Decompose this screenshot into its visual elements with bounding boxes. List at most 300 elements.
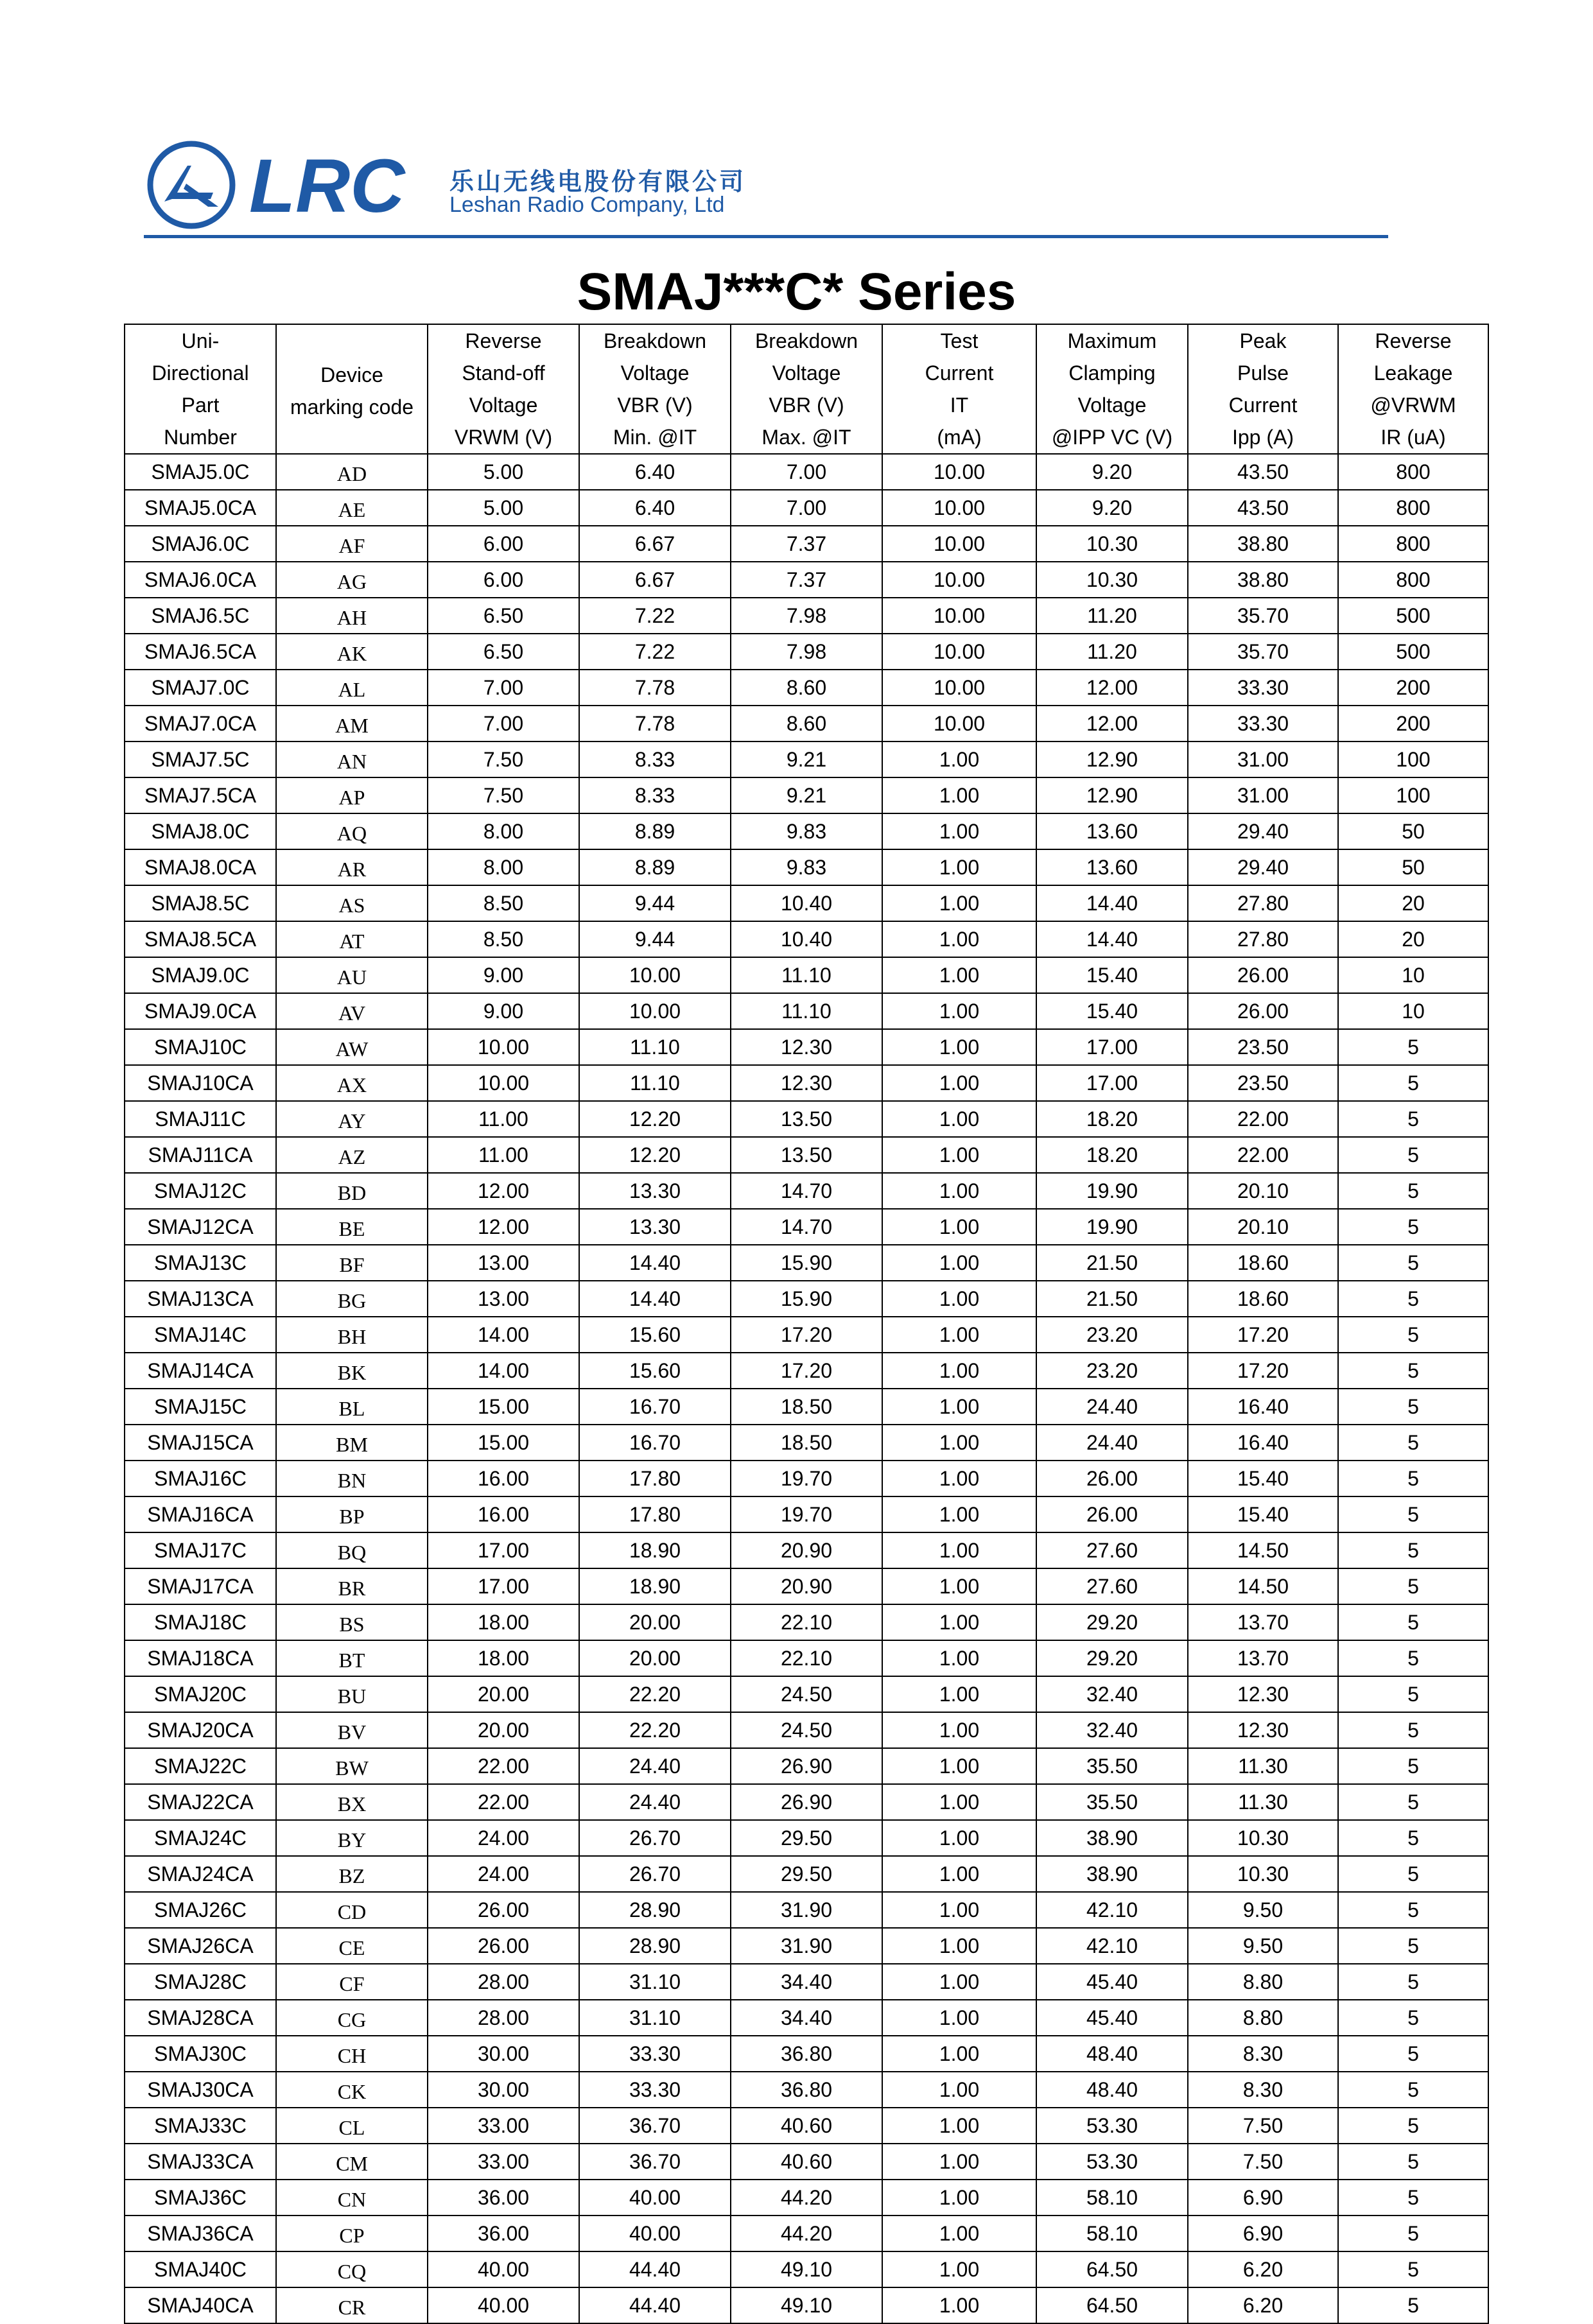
- cell-breakdown-max: 22.10: [731, 1604, 882, 1640]
- cell-marking-code: AW: [276, 1029, 428, 1065]
- cell-marking-code: AX: [276, 1065, 428, 1101]
- cell-reverse-leakage: 5: [1338, 1532, 1488, 1568]
- cell-clamping-voltage: 14.40: [1036, 921, 1188, 957]
- table-header-row: [125, 324, 1488, 454]
- cell-breakdown-max: 17.20: [731, 1353, 882, 1389]
- cell-standoff-voltage: 20.00: [428, 1712, 579, 1748]
- table-row: [125, 921, 1488, 957]
- cell-part-number: SMAJ13C: [125, 1245, 276, 1281]
- cell-breakdown-max: 9.21: [731, 777, 882, 813]
- cell-marking-code: AK: [276, 634, 428, 670]
- cell-reverse-leakage: 5: [1338, 1317, 1488, 1353]
- cell-standoff-voltage: 5.00: [428, 454, 579, 490]
- cell-part-number: SMAJ36C: [125, 2180, 276, 2216]
- col-header-part-number: [125, 324, 276, 454]
- cell-marking-code: AM: [276, 706, 428, 741]
- cell-test-current: 10.00: [882, 490, 1036, 526]
- cell-breakdown-max: 15.90: [731, 1245, 882, 1281]
- cell-clamping-voltage: 58.10: [1036, 2216, 1188, 2251]
- cell-marking-code: AZ: [276, 1137, 428, 1173]
- cell-test-current: 10.00: [882, 598, 1036, 634]
- cell-standoff-voltage: 9.00: [428, 957, 579, 993]
- cell-test-current: 1.00: [882, 1676, 1036, 1712]
- cell-clamping-voltage: 13.60: [1036, 849, 1188, 885]
- cell-breakdown-max: 7.98: [731, 634, 882, 670]
- cell-test-current: 1.00: [882, 2287, 1036, 2323]
- cell-part-number: SMAJ18CA: [125, 1640, 276, 1676]
- cell-test-current: 1.00: [882, 1245, 1036, 1281]
- cell-part-number: SMAJ16C: [125, 1461, 276, 1496]
- cell-standoff-voltage: 12.00: [428, 1209, 579, 1245]
- cell-breakdown-max: 20.90: [731, 1568, 882, 1604]
- cell-reverse-leakage: 5: [1338, 1281, 1488, 1317]
- cell-peak-pulse-current: 13.70: [1188, 1604, 1338, 1640]
- cell-standoff-voltage: 10.00: [428, 1065, 579, 1101]
- table-row: [125, 1317, 1488, 1353]
- cell-peak-pulse-current: 31.00: [1188, 777, 1338, 813]
- header-line: Breakdown: [754, 329, 858, 352]
- header-line: Max. @IT: [762, 426, 851, 449]
- cell-standoff-voltage: 15.00: [428, 1425, 579, 1461]
- cell-marking-code: BU: [276, 1676, 428, 1712]
- cell-reverse-leakage: 800: [1338, 562, 1488, 598]
- cell-breakdown-min: 36.70: [579, 2144, 731, 2180]
- cell-clamping-voltage: 53.30: [1036, 2108, 1188, 2144]
- cell-peak-pulse-current: 23.50: [1188, 1065, 1338, 1101]
- cell-breakdown-max: 24.50: [731, 1676, 882, 1712]
- cell-peak-pulse-current: 10.30: [1188, 1856, 1338, 1892]
- cell-breakdown-min: 6.40: [579, 454, 731, 490]
- cell-breakdown-min: 8.33: [579, 777, 731, 813]
- cell-breakdown-max: 10.40: [731, 921, 882, 957]
- cell-part-number: SMAJ7.5C: [125, 741, 276, 777]
- cell-breakdown-min: 28.90: [579, 1892, 731, 1928]
- cell-standoff-voltage: 36.00: [428, 2216, 579, 2251]
- cell-part-number: SMAJ18C: [125, 1604, 276, 1640]
- cell-reverse-leakage: 5: [1338, 1820, 1488, 1856]
- cell-test-current: 1.00: [882, 1209, 1036, 1245]
- cell-breakdown-min: 10.00: [579, 957, 731, 993]
- cell-peak-pulse-current: 43.50: [1188, 454, 1338, 490]
- cell-marking-code: AH: [276, 598, 428, 634]
- cell-clamping-voltage: 42.10: [1036, 1892, 1188, 1928]
- cell-part-number: SMAJ22CA: [125, 1784, 276, 1820]
- header-line: IR (uA): [1380, 426, 1446, 449]
- cell-standoff-voltage: 18.00: [428, 1604, 579, 1640]
- cell-breakdown-min: 14.40: [579, 1245, 731, 1281]
- logo-text: LRC: [249, 144, 405, 229]
- col-header-peak-pulse-current: [1188, 324, 1338, 454]
- cell-reverse-leakage: 5: [1338, 1245, 1488, 1281]
- cell-clamping-voltage: 38.90: [1036, 1820, 1188, 1856]
- cell-breakdown-max: 9.21: [731, 741, 882, 777]
- cell-peak-pulse-current: 26.00: [1188, 957, 1338, 993]
- table-row: [125, 1568, 1488, 1604]
- cell-breakdown-max: 29.50: [731, 1820, 882, 1856]
- cell-marking-code: BM: [276, 1425, 428, 1461]
- cell-test-current: 1.00: [882, 1748, 1036, 1784]
- cell-breakdown-min: 9.44: [579, 885, 731, 921]
- cell-breakdown-min: 31.10: [579, 1964, 731, 2000]
- cell-test-current: 10.00: [882, 526, 1036, 562]
- cell-breakdown-max: 10.40: [731, 885, 882, 921]
- cell-peak-pulse-current: 6.90: [1188, 2216, 1338, 2251]
- cell-clamping-voltage: 13.60: [1036, 813, 1188, 849]
- cell-standoff-voltage: 16.00: [428, 1461, 579, 1496]
- cell-peak-pulse-current: 33.30: [1188, 706, 1338, 741]
- cell-test-current: 1.00: [882, 1856, 1036, 1892]
- cell-reverse-leakage: 5: [1338, 1748, 1488, 1784]
- cell-peak-pulse-current: 13.70: [1188, 1640, 1338, 1676]
- header-line: Leakage: [1373, 361, 1453, 385]
- cell-standoff-voltage: 7.00: [428, 706, 579, 741]
- cell-marking-code: BV: [276, 1712, 428, 1748]
- cell-clamping-voltage: 27.60: [1036, 1532, 1188, 1568]
- cell-marking-code: CM: [276, 2144, 428, 2180]
- cell-part-number: SMAJ5.0C: [125, 454, 276, 490]
- cell-test-current: 1.00: [882, 1173, 1036, 1209]
- cell-reverse-leakage: 5: [1338, 2072, 1488, 2108]
- table-row: [125, 1209, 1488, 1245]
- cell-standoff-voltage: 20.00: [428, 1676, 579, 1712]
- cell-reverse-leakage: 800: [1338, 490, 1488, 526]
- cell-test-current: 1.00: [882, 2036, 1036, 2072]
- cell-standoff-voltage: 17.00: [428, 1532, 579, 1568]
- cell-standoff-voltage: 33.00: [428, 2144, 579, 2180]
- cell-reverse-leakage: 5: [1338, 1568, 1488, 1604]
- cell-breakdown-max: 18.50: [731, 1425, 882, 1461]
- cell-clamping-voltage: 21.50: [1036, 1281, 1188, 1317]
- cell-part-number: SMAJ33C: [125, 2108, 276, 2144]
- cell-breakdown-max: 7.98: [731, 598, 882, 634]
- cell-breakdown-min: 7.22: [579, 634, 731, 670]
- col-header-standoff-voltage: [428, 324, 579, 454]
- table-row: [125, 670, 1488, 706]
- header-line: Directional: [152, 361, 249, 385]
- cell-standoff-voltage: 13.00: [428, 1245, 579, 1281]
- cell-marking-code: AL: [276, 670, 428, 706]
- cell-clamping-voltage: 48.40: [1036, 2036, 1188, 2072]
- cell-peak-pulse-current: 15.40: [1188, 1496, 1338, 1532]
- cell-clamping-voltage: 15.40: [1036, 993, 1188, 1029]
- cell-part-number: SMAJ12C: [125, 1173, 276, 1209]
- cell-breakdown-max: 34.40: [731, 1964, 882, 2000]
- cell-peak-pulse-current: 22.00: [1188, 1101, 1338, 1137]
- cell-part-number: SMAJ17C: [125, 1532, 276, 1568]
- cell-reverse-leakage: 5: [1338, 1209, 1488, 1245]
- header-line: VBR (V): [617, 394, 693, 417]
- header-line: VBR (V): [769, 394, 844, 417]
- header-line: (mA): [937, 426, 982, 449]
- table-row: [125, 993, 1488, 1029]
- cell-standoff-voltage: 17.00: [428, 1568, 579, 1604]
- table-row: [125, 1101, 1488, 1137]
- cell-marking-code: AT: [276, 921, 428, 957]
- cell-clamping-voltage: 29.20: [1036, 1640, 1188, 1676]
- cell-standoff-voltage: 7.50: [428, 777, 579, 813]
- cell-reverse-leakage: 500: [1338, 634, 1488, 670]
- cell-breakdown-min: 44.40: [579, 2287, 731, 2323]
- cell-reverse-leakage: 5: [1338, 1461, 1488, 1496]
- cell-breakdown-min: 9.44: [579, 921, 731, 957]
- cell-breakdown-max: 34.40: [731, 2000, 882, 2036]
- cell-clamping-voltage: 24.40: [1036, 1389, 1188, 1425]
- cell-reverse-leakage: 200: [1338, 706, 1488, 741]
- header-line: Breakdown: [603, 329, 707, 352]
- lrc-logo-icon: [146, 140, 442, 230]
- header-line: Reverse: [465, 329, 542, 352]
- cell-test-current: 1.00: [882, 1820, 1036, 1856]
- page-title: SMAJ***C* Series: [577, 263, 1016, 321]
- cell-reverse-leakage: 5: [1338, 1137, 1488, 1173]
- cell-part-number: SMAJ6.5C: [125, 598, 276, 634]
- cell-standoff-voltage: 6.00: [428, 562, 579, 598]
- cell-breakdown-max: 14.70: [731, 1209, 882, 1245]
- cell-reverse-leakage: 5: [1338, 2144, 1488, 2180]
- table-row: [125, 1640, 1488, 1676]
- cell-breakdown-min: 7.78: [579, 670, 731, 706]
- table-row: [125, 1461, 1488, 1496]
- cell-part-number: SMAJ7.5CA: [125, 777, 276, 813]
- cell-clamping-voltage: 64.50: [1036, 2287, 1188, 2323]
- cell-peak-pulse-current: 7.50: [1188, 2108, 1338, 2144]
- cell-peak-pulse-current: 26.00: [1188, 993, 1338, 1029]
- cell-reverse-leakage: 5: [1338, 1425, 1488, 1461]
- table-row: [125, 1137, 1488, 1173]
- cell-breakdown-max: 7.00: [731, 454, 882, 490]
- cell-marking-code: BF: [276, 1245, 428, 1281]
- cell-standoff-voltage: 6.00: [428, 526, 579, 562]
- cell-peak-pulse-current: 31.00: [1188, 741, 1338, 777]
- cell-clamping-voltage: 19.90: [1036, 1209, 1188, 1245]
- cell-test-current: 1.00: [882, 1137, 1036, 1173]
- table-row: [125, 1065, 1488, 1101]
- cell-standoff-voltage: 6.50: [428, 634, 579, 670]
- table-row: [125, 1425, 1488, 1461]
- cell-peak-pulse-current: 6.20: [1188, 2287, 1338, 2323]
- cell-part-number: SMAJ14CA: [125, 1353, 276, 1389]
- cell-peak-pulse-current: 27.80: [1188, 921, 1338, 957]
- cell-test-current: 1.00: [882, 1101, 1036, 1137]
- cell-breakdown-max: 11.10: [731, 993, 882, 1029]
- cell-peak-pulse-current: 16.40: [1188, 1389, 1338, 1425]
- cell-peak-pulse-current: 11.30: [1188, 1748, 1338, 1784]
- cell-peak-pulse-current: 8.30: [1188, 2072, 1338, 2108]
- cell-clamping-voltage: 45.40: [1036, 2000, 1188, 2036]
- cell-test-current: 1.00: [882, 1928, 1036, 1964]
- cell-standoff-voltage: 10.00: [428, 1029, 579, 1065]
- cell-test-current: 1.00: [882, 1425, 1036, 1461]
- cell-reverse-leakage: 5: [1338, 2108, 1488, 2144]
- cell-breakdown-min: 28.90: [579, 1928, 731, 1964]
- table-row: [125, 1389, 1488, 1425]
- header-line: Voltage: [772, 361, 841, 385]
- cell-breakdown-max: 15.90: [731, 1281, 882, 1317]
- table-row: [125, 1856, 1488, 1892]
- cell-standoff-voltage: 22.00: [428, 1748, 579, 1784]
- cell-breakdown-max: 7.37: [731, 562, 882, 598]
- cell-test-current: 1.00: [882, 741, 1036, 777]
- cell-breakdown-max: 17.20: [731, 1317, 882, 1353]
- table-row: [125, 849, 1488, 885]
- col-header-breakdown-max: [731, 324, 882, 454]
- table-row: [125, 562, 1488, 598]
- cell-peak-pulse-current: 12.30: [1188, 1676, 1338, 1712]
- cell-part-number: SMAJ8.5C: [125, 885, 276, 921]
- cell-part-number: SMAJ8.5CA: [125, 921, 276, 957]
- cell-marking-code: CQ: [276, 2251, 428, 2287]
- cell-breakdown-min: 44.40: [579, 2251, 731, 2287]
- cell-part-number: SMAJ30CA: [125, 2072, 276, 2108]
- table-row: [125, 1820, 1488, 1856]
- cell-marking-code: BN: [276, 1461, 428, 1496]
- cell-test-current: 1.00: [882, 2180, 1036, 2216]
- cell-reverse-leakage: 5: [1338, 1101, 1488, 1137]
- cell-breakdown-min: 10.00: [579, 993, 731, 1029]
- cell-marking-code: BE: [276, 1209, 428, 1245]
- cell-standoff-voltage: 13.00: [428, 1281, 579, 1317]
- cell-breakdown-max: 44.20: [731, 2180, 882, 2216]
- cell-clamping-voltage: 32.40: [1036, 1676, 1188, 1712]
- cell-peak-pulse-current: 17.20: [1188, 1353, 1338, 1389]
- cell-breakdown-min: 22.20: [579, 1676, 731, 1712]
- cell-part-number: SMAJ33CA: [125, 2144, 276, 2180]
- col-header-test-current: [882, 324, 1036, 454]
- cell-standoff-voltage: 16.00: [428, 1496, 579, 1532]
- cell-breakdown-min: 12.20: [579, 1137, 731, 1173]
- cell-marking-code: CK: [276, 2072, 428, 2108]
- header-line: @VRWM: [1370, 394, 1456, 417]
- cell-part-number: SMAJ9.0C: [125, 957, 276, 993]
- cell-clamping-voltage: 27.60: [1036, 1568, 1188, 1604]
- cell-test-current: 1.00: [882, 849, 1036, 885]
- table-row: [125, 1784, 1488, 1820]
- col-header-marking-code: [276, 324, 428, 454]
- cell-breakdown-max: 8.60: [731, 670, 882, 706]
- table-row: [125, 1173, 1488, 1209]
- cell-breakdown-min: 11.10: [579, 1065, 731, 1101]
- cell-marking-code: BP: [276, 1496, 428, 1532]
- cell-breakdown-max: 13.50: [731, 1137, 882, 1173]
- cell-peak-pulse-current: 10.30: [1188, 1820, 1338, 1856]
- cell-standoff-voltage: 15.00: [428, 1389, 579, 1425]
- cell-breakdown-max: 12.30: [731, 1029, 882, 1065]
- cell-breakdown-min: 33.30: [579, 2072, 731, 2108]
- cell-peak-pulse-current: 8.80: [1188, 2000, 1338, 2036]
- cell-peak-pulse-current: 20.10: [1188, 1173, 1338, 1209]
- cell-peak-pulse-current: 6.20: [1188, 2251, 1338, 2287]
- cell-reverse-leakage: 5: [1338, 1353, 1488, 1389]
- table-row: [125, 1928, 1488, 1964]
- cell-breakdown-max: 20.90: [731, 1532, 882, 1568]
- cell-peak-pulse-current: 11.30: [1188, 1784, 1338, 1820]
- cell-breakdown-min: 17.80: [579, 1461, 731, 1496]
- header-line: Number: [164, 426, 237, 449]
- cell-clamping-voltage: 11.20: [1036, 598, 1188, 634]
- cell-marking-code: AG: [276, 562, 428, 598]
- cell-standoff-voltage: 28.00: [428, 1964, 579, 2000]
- header-line: marking code: [290, 395, 414, 419]
- cell-breakdown-max: 49.10: [731, 2287, 882, 2323]
- header-line: Maximum: [1067, 329, 1157, 352]
- cell-clamping-voltage: 64.50: [1036, 2251, 1188, 2287]
- cell-marking-code: BH: [276, 1317, 428, 1353]
- cell-part-number: SMAJ36CA: [125, 2216, 276, 2251]
- cell-test-current: 1.00: [882, 1353, 1036, 1389]
- table-row: [125, 1245, 1488, 1281]
- cell-test-current: 1.00: [882, 2144, 1036, 2180]
- cell-part-number: SMAJ6.5CA: [125, 634, 276, 670]
- cell-marking-code: CP: [276, 2216, 428, 2251]
- cell-reverse-leakage: 10: [1338, 993, 1488, 1029]
- cell-test-current: 1.00: [882, 1712, 1036, 1748]
- cell-standoff-voltage: 8.50: [428, 885, 579, 921]
- cell-reverse-leakage: 5: [1338, 1712, 1488, 1748]
- cell-marking-code: CE: [276, 1928, 428, 1964]
- cell-part-number: SMAJ11CA: [125, 1137, 276, 1173]
- cell-breakdown-max: 9.83: [731, 849, 882, 885]
- cell-part-number: SMAJ20CA: [125, 1712, 276, 1748]
- cell-reverse-leakage: 5: [1338, 1784, 1488, 1820]
- cell-test-current: 1.00: [882, 1389, 1036, 1425]
- cell-test-current: 1.00: [882, 1604, 1036, 1640]
- table-row: [125, 1712, 1488, 1748]
- cell-test-current: 1.00: [882, 1029, 1036, 1065]
- cell-reverse-leakage: 5: [1338, 2036, 1488, 2072]
- cell-reverse-leakage: 100: [1338, 741, 1488, 777]
- cell-breakdown-min: 17.80: [579, 1496, 731, 1532]
- cell-clamping-voltage: 11.20: [1036, 634, 1188, 670]
- cell-test-current: 1.00: [882, 1317, 1036, 1353]
- cell-reverse-leakage: 5: [1338, 1173, 1488, 1209]
- cell-test-current: 1.00: [882, 813, 1036, 849]
- cell-test-current: 1.00: [882, 2251, 1036, 2287]
- cell-test-current: 1.00: [882, 2216, 1036, 2251]
- cell-breakdown-min: 15.60: [579, 1317, 731, 1353]
- cell-breakdown-max: 26.90: [731, 1784, 882, 1820]
- cell-part-number: SMAJ8.0CA: [125, 849, 276, 885]
- cell-clamping-voltage: 17.00: [1036, 1065, 1188, 1101]
- cell-clamping-voltage: 9.20: [1036, 490, 1188, 526]
- table-row: [125, 2144, 1488, 2180]
- table-row: [125, 706, 1488, 741]
- cell-part-number: SMAJ40C: [125, 2251, 276, 2287]
- table-row: [125, 813, 1488, 849]
- cell-peak-pulse-current: 20.10: [1188, 1209, 1338, 1245]
- cell-marking-code: BK: [276, 1353, 428, 1389]
- cell-marking-code: BT: [276, 1640, 428, 1676]
- cell-test-current: 1.00: [882, 1461, 1036, 1496]
- cell-reverse-leakage: 5: [1338, 2216, 1488, 2251]
- cell-test-current: 1.00: [882, 1640, 1036, 1676]
- cell-test-current: 10.00: [882, 562, 1036, 598]
- cell-standoff-voltage: 14.00: [428, 1317, 579, 1353]
- cell-marking-code: BD: [276, 1173, 428, 1209]
- cell-test-current: 1.00: [882, 993, 1036, 1029]
- cell-breakdown-min: 7.78: [579, 706, 731, 741]
- cell-marking-code: AU: [276, 957, 428, 993]
- cell-breakdown-min: 18.90: [579, 1532, 731, 1568]
- cell-clamping-voltage: 38.90: [1036, 1856, 1188, 1892]
- cell-reverse-leakage: 50: [1338, 849, 1488, 885]
- cell-marking-code: BX: [276, 1784, 428, 1820]
- cell-peak-pulse-current: 29.40: [1188, 849, 1338, 885]
- cell-part-number: SMAJ22C: [125, 1748, 276, 1784]
- cell-marking-code: BR: [276, 1568, 428, 1604]
- cell-reverse-leakage: 5: [1338, 1676, 1488, 1712]
- header-line: Stand-off: [462, 361, 545, 385]
- cell-reverse-leakage: 5: [1338, 1496, 1488, 1532]
